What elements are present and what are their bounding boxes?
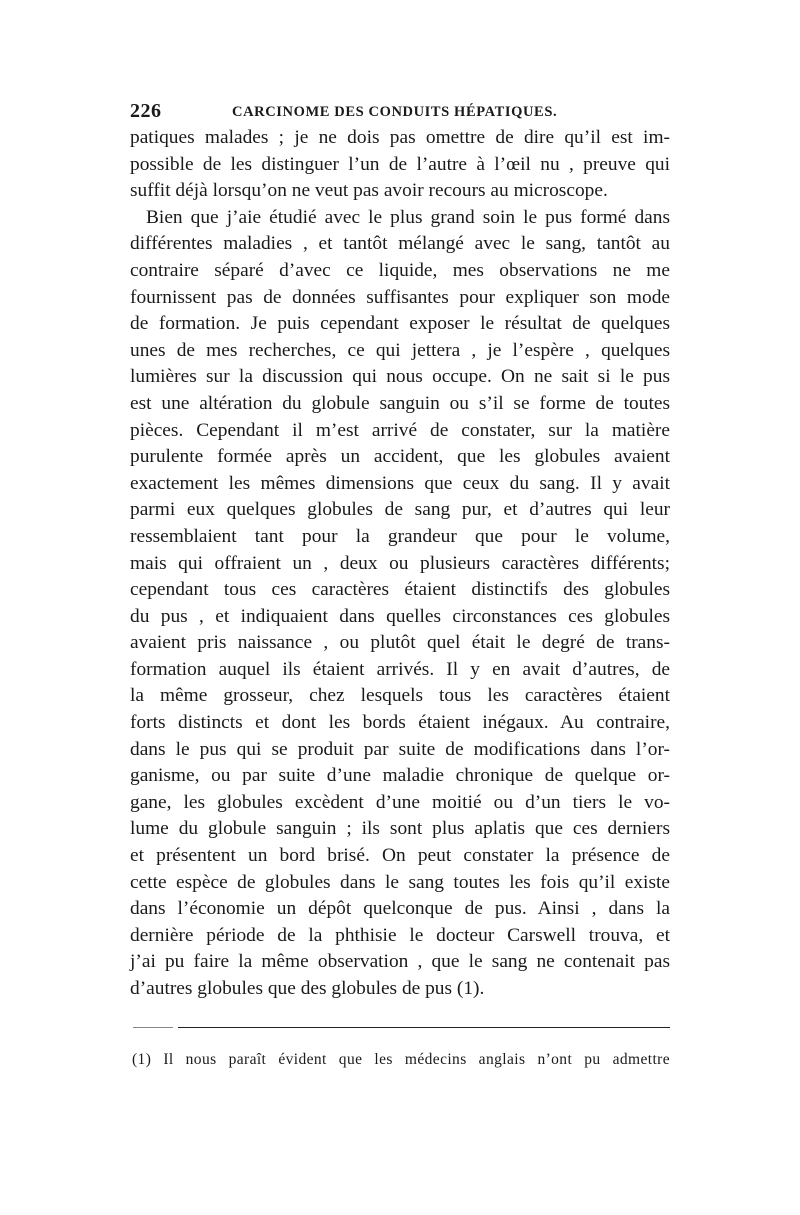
- text-line: et présentent un bord brisé. On peut constater la présence de: [130, 845, 670, 867]
- page-number: 226: [130, 100, 162, 122]
- text-line: contraire séparé d’avec ce liquide, mes observations ne me: [130, 259, 670, 281]
- footnote: (1) Il nous paraît évident que les médecins anglais n’ont pu admettre: [132, 1051, 670, 1068]
- text-line: de formation. Je puis cependant exposer le résultat de quelques: [130, 313, 670, 335]
- text-line: cependant tous ces caractères étaient distinctifs des globules: [130, 579, 670, 601]
- text-line: dans l’économie un dépôt quelconque de pus. Ainsi , dans la: [130, 898, 670, 920]
- text-line: pièces. Cependant il m’est arrivé de constater, sur la matière: [130, 419, 670, 441]
- text-line: exactement les mêmes dimensions que ceux du sang. Il y avait: [130, 472, 670, 494]
- text-line: formation auquel ils étaient arrivés. Il y en avait d’autres, de: [130, 658, 670, 680]
- text-line: avaient pris naissance , ou plutôt quel était le degré de trans-: [130, 632, 670, 654]
- running-header: [130, 100, 670, 124]
- text-line: Bien que j’aie étudié avec le plus grand soin le pus formé dans: [146, 206, 670, 228]
- text-line: suffit déjà lorsqu’on ne veut pas avoir recours au microscope.: [130, 180, 608, 202]
- text-line: ganisme, ou par suite d’une maladie chronique de quelque or-: [130, 765, 670, 787]
- footnote-rule-fragment: [133, 1027, 173, 1028]
- footnote-separator-rule: [178, 1027, 670, 1028]
- text-line: purulente formée après un accident, que les globules avaient: [130, 446, 670, 468]
- text-line: gane, les globules excèdent d’une moitié ou d’un tiers le vo-: [130, 791, 670, 813]
- body-text: [130, 125, 670, 1003]
- text-line: forts distincts et dont les bords étaient inégaux. Au contraire,: [130, 712, 670, 734]
- text-line: du pus , et indiquaient dans quelles circonstances ces globules: [130, 605, 670, 627]
- text-line: d’autres globules que des globules de pus (1).: [130, 978, 485, 999]
- text-line: mais qui offraient un , deux ou plusieurs caractères différents;: [130, 552, 670, 574]
- text-line: parmi eux quelques globules de sang pur, et d’autres qui leur: [130, 499, 670, 521]
- text-line: dernière période de la phthisie le docteur Carswell trouva, et: [130, 924, 670, 946]
- text-line: différentes maladies , et tantôt mélangé avec le sang, tantôt au: [130, 233, 670, 255]
- text-line: lume du globule sanguin ; ils sont plus aplatis que ces derniers: [130, 818, 670, 840]
- text-line: la même grosseur, chez lesquels tous les caractères étaient: [130, 685, 670, 707]
- text-line: patiques malades ; je ne dois pas omettre de dire qu’il est im-: [130, 127, 670, 148]
- text-line: possible de les distinguer l’un de l’autre à l’œil nu , preuve qui: [130, 153, 670, 175]
- text-line: unes de mes recherches, ce qui jettera , je l’espère , quelques: [130, 339, 670, 361]
- text-line: lumières sur la discussion qui nous occupe. On ne sait si le pus: [130, 366, 670, 388]
- running-title: CARCINOME DES CONDUITS HÉPATIQUES.: [232, 104, 558, 120]
- text-line: cette espèce de globules dans le sang toutes les fois qu’il existe: [130, 871, 670, 893]
- text-line: ressemblaient tant pour la grandeur que pour le volume,: [130, 525, 670, 547]
- text-line: est une altération du globule sanguin ou s’il se forme de toutes: [130, 392, 670, 414]
- text-line: fournissent pas de données suffisantes pour expliquer son mode: [130, 286, 670, 308]
- text-line: dans le pus qui se produit par suite de modifications dans l’or-: [130, 738, 670, 760]
- text-line: j’ai pu faire la même observation , que le sang ne contenait pas: [130, 951, 670, 973]
